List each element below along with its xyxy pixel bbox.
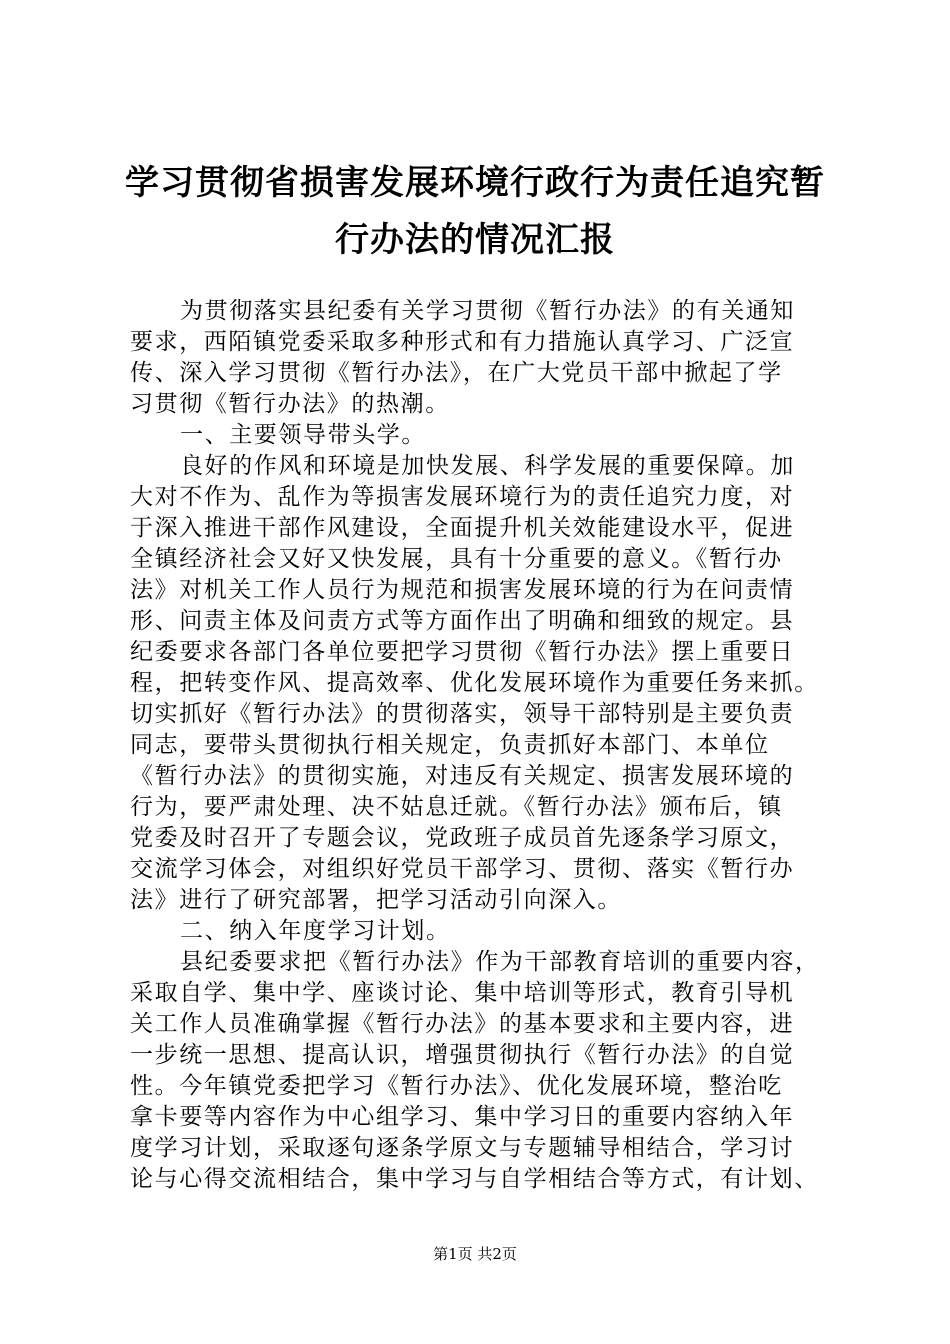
body-line: 切实抓好《暂行办法》的贯彻落实，领导干部特别是主要负责 bbox=[130, 701, 795, 727]
body-line: 度学习计划，采取逐句逐条学原文与专题辅导相结合，学习讨 bbox=[130, 1135, 795, 1161]
body-line: 为贯彻落实县纪委有关学习贯彻《暂行办法》的有关通知 bbox=[180, 298, 795, 324]
body-line: 同志，要带头贯彻执行相关规定，负责抓好本部门、本单位 bbox=[130, 732, 770, 758]
body-line: 党委及时召开了专题会议，党政班子成员首先逐条学习原文， bbox=[130, 825, 795, 851]
body-line: 形、问责主体及问责方式等方面作出了明确和细致的规定。县 bbox=[130, 608, 795, 634]
body-line: 良好的作风和环境是加快发展、科学发展的重要保障。加 bbox=[180, 453, 795, 479]
body-line: 性。今年镇党委把学习《暂行办法》、优化发展环境，整治吃 bbox=[130, 1073, 783, 1099]
document-title-line-1: 学习贯彻省损害发展环境行政行为责任追究暂 bbox=[125, 163, 825, 203]
body-line: 论与心得交流相结合，集中学习与自学相结合等方式，有计划、 bbox=[130, 1166, 819, 1192]
body-line: 习贯彻《暂行办法》的热潮。 bbox=[130, 391, 450, 417]
body-line: 要求，西陌镇党委采取多种形式和有力措施认真学习、广泛宣 bbox=[130, 329, 795, 355]
section-heading-1: 一、主要领导带头学。 bbox=[180, 422, 426, 448]
body-line: 法》进行了研究部署，把学习活动引向深入。 bbox=[130, 887, 622, 913]
body-line: 纪委要求各部门各单位要把学习贯彻《暂行办法》摆上重要日 bbox=[130, 639, 795, 665]
body-line: 于深入推进干部作风建设，全面提升机关效能建设水平，促进 bbox=[130, 515, 795, 541]
body-line: 传、深入学习贯彻《暂行办法》，在广大党员干部中掀起了学 bbox=[130, 360, 783, 386]
section-heading-2: 二、纳入年度学习计划。 bbox=[180, 918, 451, 944]
body-line: 关工作人员准确掌握《暂行办法》的基本要求和主要内容，进 bbox=[130, 1011, 795, 1037]
body-line: 全镇经济社会又好又快发展，具有十分重要的意义。《暂行办 bbox=[130, 546, 783, 572]
body-line: 采取自学、集中学、座谈讨论、集中培训等形式，教育引导机 bbox=[130, 980, 795, 1006]
body-line: 拿卡要等内容作为中心组学习、集中学习日的重要内容纳入年 bbox=[130, 1104, 795, 1130]
body-line: 大对不作为、乱作为等损害发展环境行为的责任追究力度，对 bbox=[130, 484, 795, 510]
body-line: 程，把转变作风、提高效率、优化发展环境作为重要任务来抓。 bbox=[130, 670, 819, 696]
body-line: 行为，要严肃处理、决不姑息迁就。《暂行办法》颁布后，镇 bbox=[130, 794, 783, 820]
document-body bbox=[130, 296, 870, 1195]
document-title-line-2: 行办法的情况汇报 bbox=[335, 220, 615, 260]
body-line: 《暂行办法》的贯彻实施，对违反有关规定、损害发展环境的 bbox=[130, 763, 795, 789]
page-footer: 第1页 共2页 bbox=[433, 1245, 517, 1263]
body-line: 县纪委要求把《暂行办法》作为干部教育培训的重要内容， bbox=[180, 949, 820, 975]
body-line: 法》对机关工作人员行为规范和损害发展环境的行为在问责情 bbox=[130, 577, 795, 603]
body-line: 一步统一思想、提高认识，增强贯彻执行《暂行办法》的自觉 bbox=[130, 1042, 795, 1068]
body-line: 交流学习体会，对组织好党员干部学习、贯彻、落实《暂行办 bbox=[130, 856, 795, 882]
